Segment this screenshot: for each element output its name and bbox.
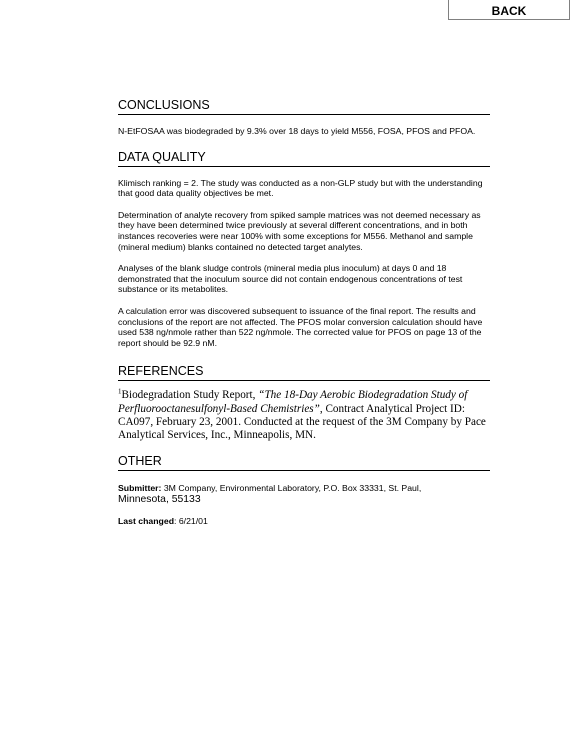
conclusions-heading: CONCLUSIONS	[118, 98, 490, 115]
data-quality-paragraph: Analyses of the blank sludge controls (mineral media plus inoculum) at days 0 and 18 demonstrated that the inoculum source did not contain endogenous concentrations of test substance or its metabolites.	[118, 263, 463, 295]
other-heading: OTHER	[118, 454, 490, 471]
last-changed	[118, 516, 490, 527]
reference-title: “The 18-Day Aerobic Biodegradation Study of Perfluorooctanesulfonyl-Based Chemistries”	[118, 389, 468, 415]
data-quality-paragraph: Klimisch ranking = 2. The study was conducted as a non-GLP study but with the understanding that good data quality objectives be met.	[118, 177, 483, 199]
data-quality-paragraph: Determination of analyte recovery from spiked sample matrices was not deemed necessary as they have been determined twice previously at several different concentrations, and in both instances recoveries were near 100% with some exceptions for M556. Methanol and sample (mineral medium) blanks contained no detected target analytes.	[118, 209, 481, 252]
data-quality-heading: DATA QUALITY	[118, 150, 490, 167]
references-heading: REFERENCES	[118, 364, 490, 381]
back-button[interactable]: BACK	[448, 0, 570, 20]
document-body	[118, 98, 490, 527]
conclusions-text: N-EtFOSAA was biodegraded by 9.3% over 18 days to yield M556, FOSA, PFOS and PFOA.	[118, 126, 476, 136]
footnote-mark: 1	[118, 387, 122, 396]
reference-suffix: , Contract Analytical Project ID: CA097, February 23, 2001. Conducted at the request of the 3M Company by Pace Analytical Services, Inc., Minneapolis, MN.	[118, 402, 486, 441]
submitter-info	[118, 483, 490, 505]
last-changed-label: Last changed	[118, 516, 174, 527]
reference-prefix: Biodegradation Study Report,	[121, 389, 259, 402]
submitter-line2: Minnesota, 55133	[118, 493, 201, 505]
reference-citation	[118, 389, 490, 442]
submitter-label: Submitter:	[118, 483, 162, 494]
data-quality-paragraph: A calculation error was discovered subsequent to issuance of the final report. The results and conclusions of the report are not affected. The PFOS molar conversion calculation should have used 538 ng/nmole rather than 522 ng/nmole. The corrected value for PFOS on page 13 of the report should be 92.9 nM.	[118, 305, 483, 348]
last-changed-value: : 6/21/01	[174, 516, 208, 527]
submitter-line1: 3M Company, Environmental Laboratory, P.O. Box 33331, St. Paul,	[161, 483, 422, 494]
